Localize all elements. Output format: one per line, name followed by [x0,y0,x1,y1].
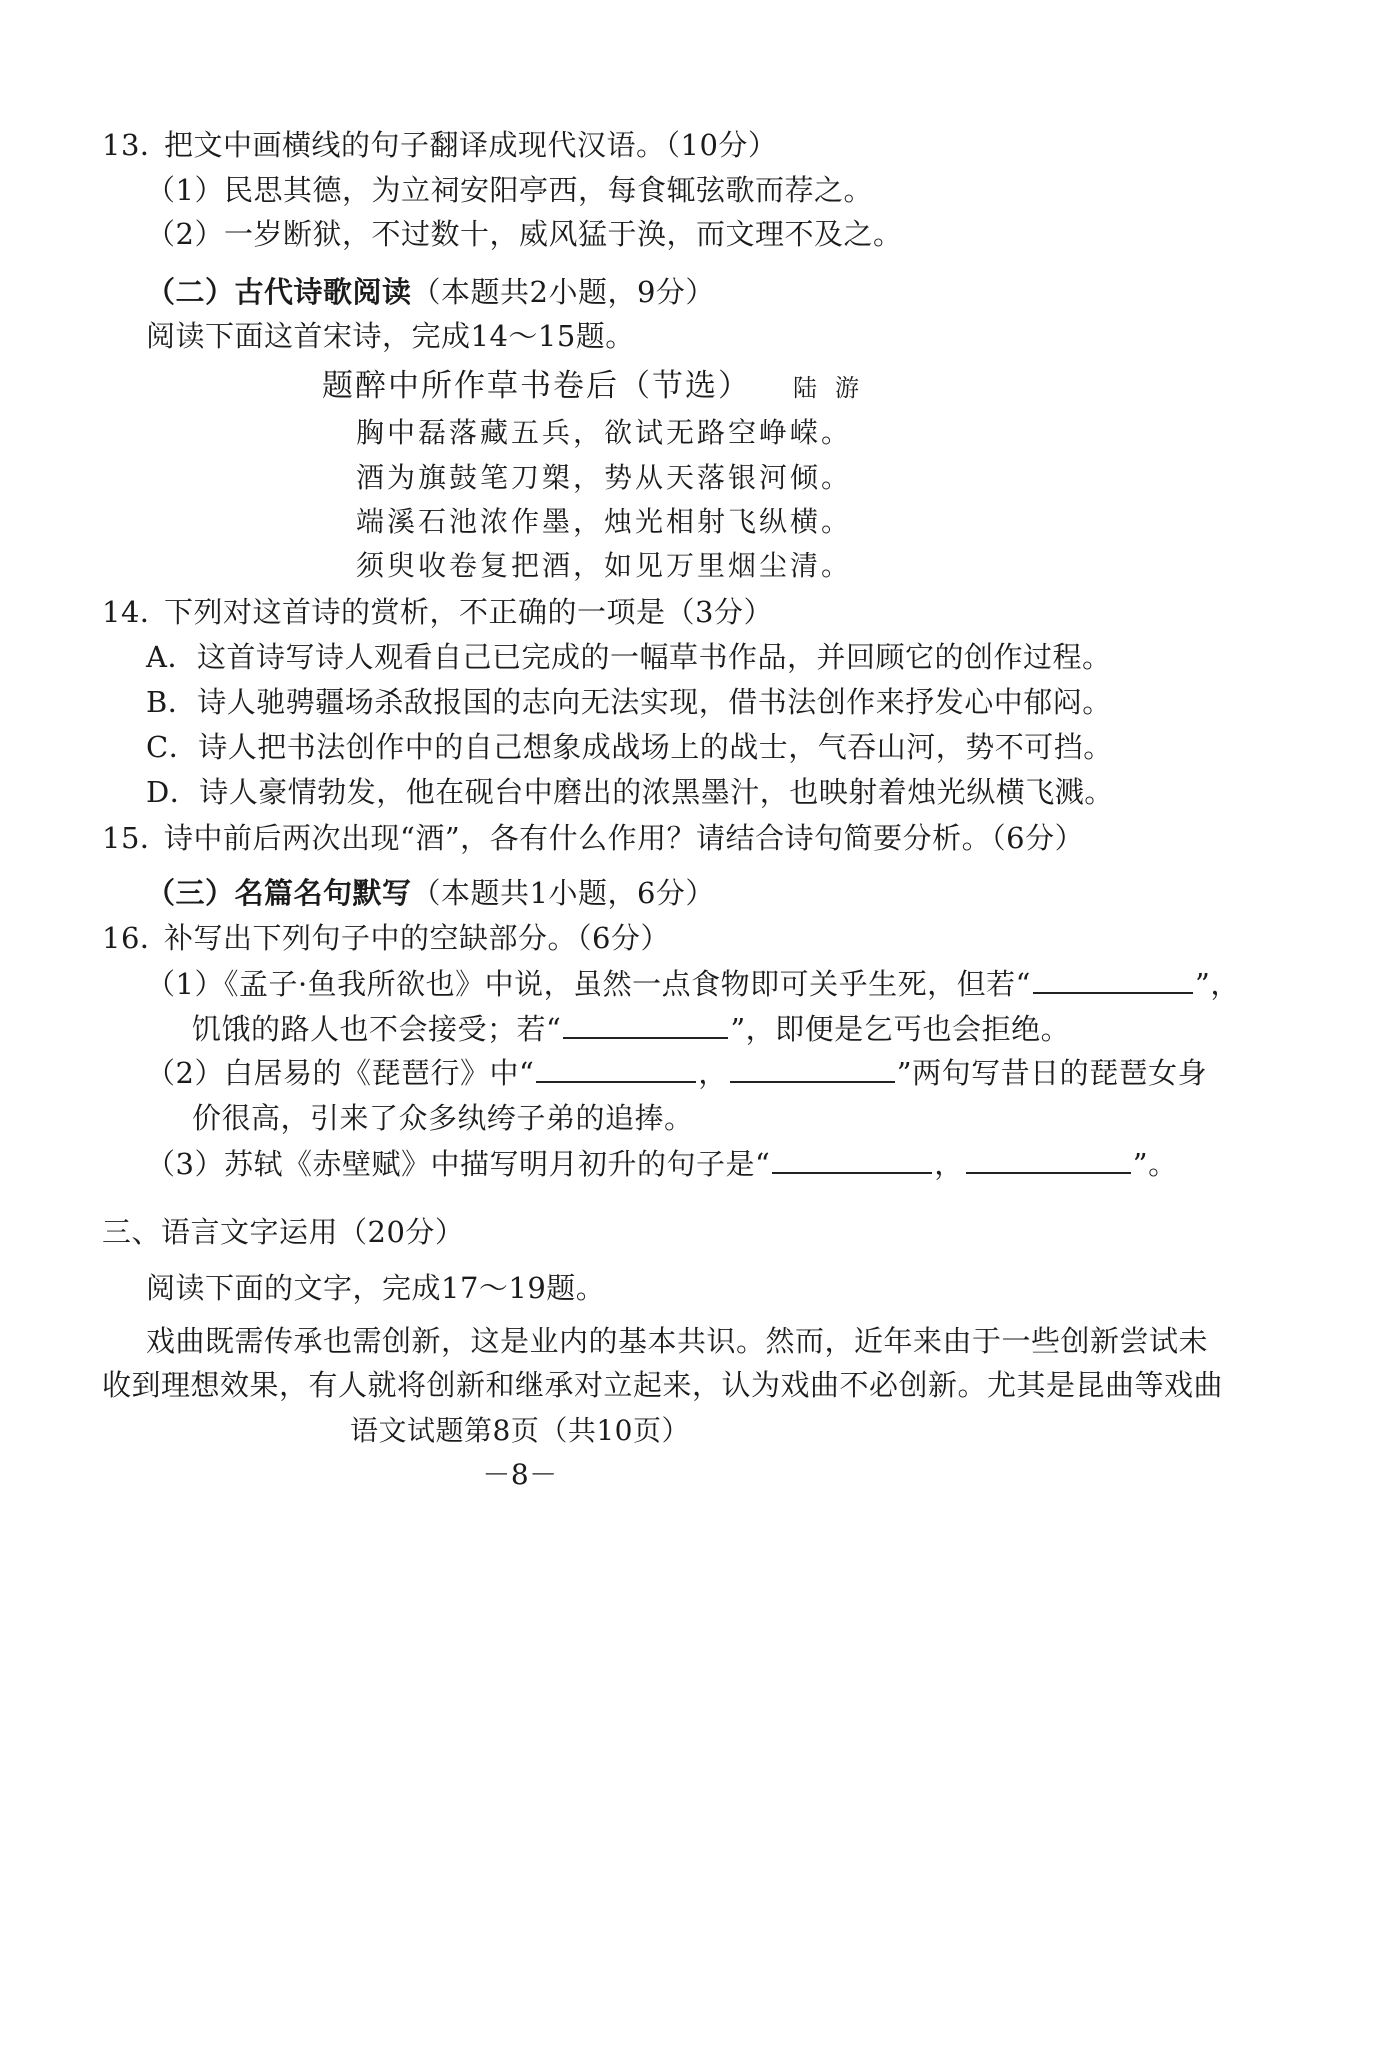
q16-item-2-text-b: ， [698,1056,728,1090]
q16-blank-5[interactable] [772,1148,932,1174]
q13-item-1: （1）民思其德，为立祠安阳亭西，每食辄弦歌而荐之。 [146,173,873,207]
q16-item-2-text-c: ”两句写昔日的琵琶女身 [896,1056,1208,1090]
q15-number: 15． [102,821,170,855]
q16-item-2-text-a: （2）白居易的《琵琶行》中“ [146,1056,535,1090]
section-2-note: （本题共2小题，9分） [411,275,715,309]
footer-title: 语文试题第8页（共10页） [350,1414,690,1447]
poem-line-3: 端溪石池浓作墨，烛光相射飞纵横。 [356,505,853,538]
q13-line [102,125,777,165]
section-3-heading [146,873,715,913]
q16-item-1-text-a: （1）《孟子·鱼我所欲也》中说，虽然一点食物即可关乎生死，但若“ [146,967,1031,1001]
poem-title-line [322,366,877,408]
section-3-title: （三）名篇名句默写 [146,876,412,910]
q16-item-1-text-b: ”， [1195,967,1240,1001]
q14-line [102,592,773,632]
q14-number: 14． [102,595,170,629]
q16-blank-4[interactable] [730,1057,895,1083]
poem-title: 题醉中所作草书卷后（节选） [322,368,751,404]
q16-item-1-text-d: ”，即便是乞丐也会拒绝。 [730,1012,1071,1046]
q16-item-1-line-2 [192,1009,1070,1049]
part-3-intro: 阅读下面的文字，完成17～19题。 [146,1271,606,1305]
q16-text: 补写出下列句子中的空缺部分。（6分） [164,921,670,955]
q13-item-2: （2）一岁断狱，不过数十，威风猛于涣，而文理不及之。 [146,217,903,251]
section-2-intro: 阅读下面这首宋诗，完成14～15题。 [146,319,635,353]
q16-blank-3[interactable] [536,1057,696,1083]
section-2-heading [146,272,715,312]
passage-line-2: 收到理想效果，有人就将创新和继承对立起来，认为戏曲不必创新。尤其是昆曲等戏曲 [102,1368,1224,1402]
poem-line-1: 胸中磊落藏五兵，欲试无路空峥嵘。 [356,416,853,449]
q16-blank-1[interactable] [1033,968,1193,994]
q16-item-1-line-1 [146,964,1240,1004]
q15-text: 诗中前后两次出现“酒”，各有什么作用？请结合诗句简要分析。（6分） [164,821,1085,855]
q16-item-2-line-2: 价很高，引来了众多纨绔子弟的追捧。 [192,1101,694,1135]
section-2-title: （二）古代诗歌阅读 [146,275,412,309]
footer-page-number: －8－ [482,1458,558,1491]
q13-number: 13． [102,128,170,162]
section-3-note: （本题共1小题，6分） [411,876,715,910]
q16-item-3-line [146,1144,1178,1184]
q16-blank-2[interactable] [563,1013,728,1039]
q13-text: 把文中画横线的句子翻译成现代汉语。（10分） [164,128,778,162]
poem-author: 陆游 [793,374,877,402]
q16-blank-6[interactable] [966,1148,1131,1174]
q14-option-c: C．诗人把书法创作中的自己想象成战场上的战士，气吞山河，势不可挡。 [146,730,1113,764]
q14-text: 下列对这首诗的赏析，不正确的一项是（3分） [164,595,773,629]
poem-line-4: 须臾收卷复把酒，如见万里烟尘清。 [356,549,853,582]
q16-item-1-text-c: 饥饿的路人也不会接受；若“ [192,1012,562,1046]
q16-line [102,918,670,958]
q14-option-b: B．诗人驰骋疆场杀敌报国的志向无法实现，借书法创作来抒发心中郁闷。 [146,685,1112,719]
part-3-heading: 三、语言文字运用（20分） [102,1215,465,1249]
q14-option-a: A．这首诗写诗人观看自己已完成的一幅草书作品，并回顾它的创作过程。 [146,640,1112,674]
passage-line-1: 戏曲既需传承也需创新，这是业内的基本共识。然而，近年来由于一些创新尝试未 [146,1324,1209,1358]
q16-item-3-text-a: （3）苏轼《赤壁赋》中描写明月初升的句子是“ [146,1147,771,1181]
q16-item-3-text-b: ， [934,1147,964,1181]
q14-option-d: D．诗人豪情勃发，他在砚台中磨出的浓黑墨汁，也映射着烛光纵横飞溅。 [146,775,1114,809]
q16-number: 16． [102,921,170,955]
q16-item-3-text-c: ”。 [1132,1147,1178,1181]
q16-item-2-line-1 [146,1053,1207,1093]
poem-line-2: 酒为旗鼓笔刀槊，势从天落银河倾。 [356,461,853,494]
q15-line [102,818,1084,858]
